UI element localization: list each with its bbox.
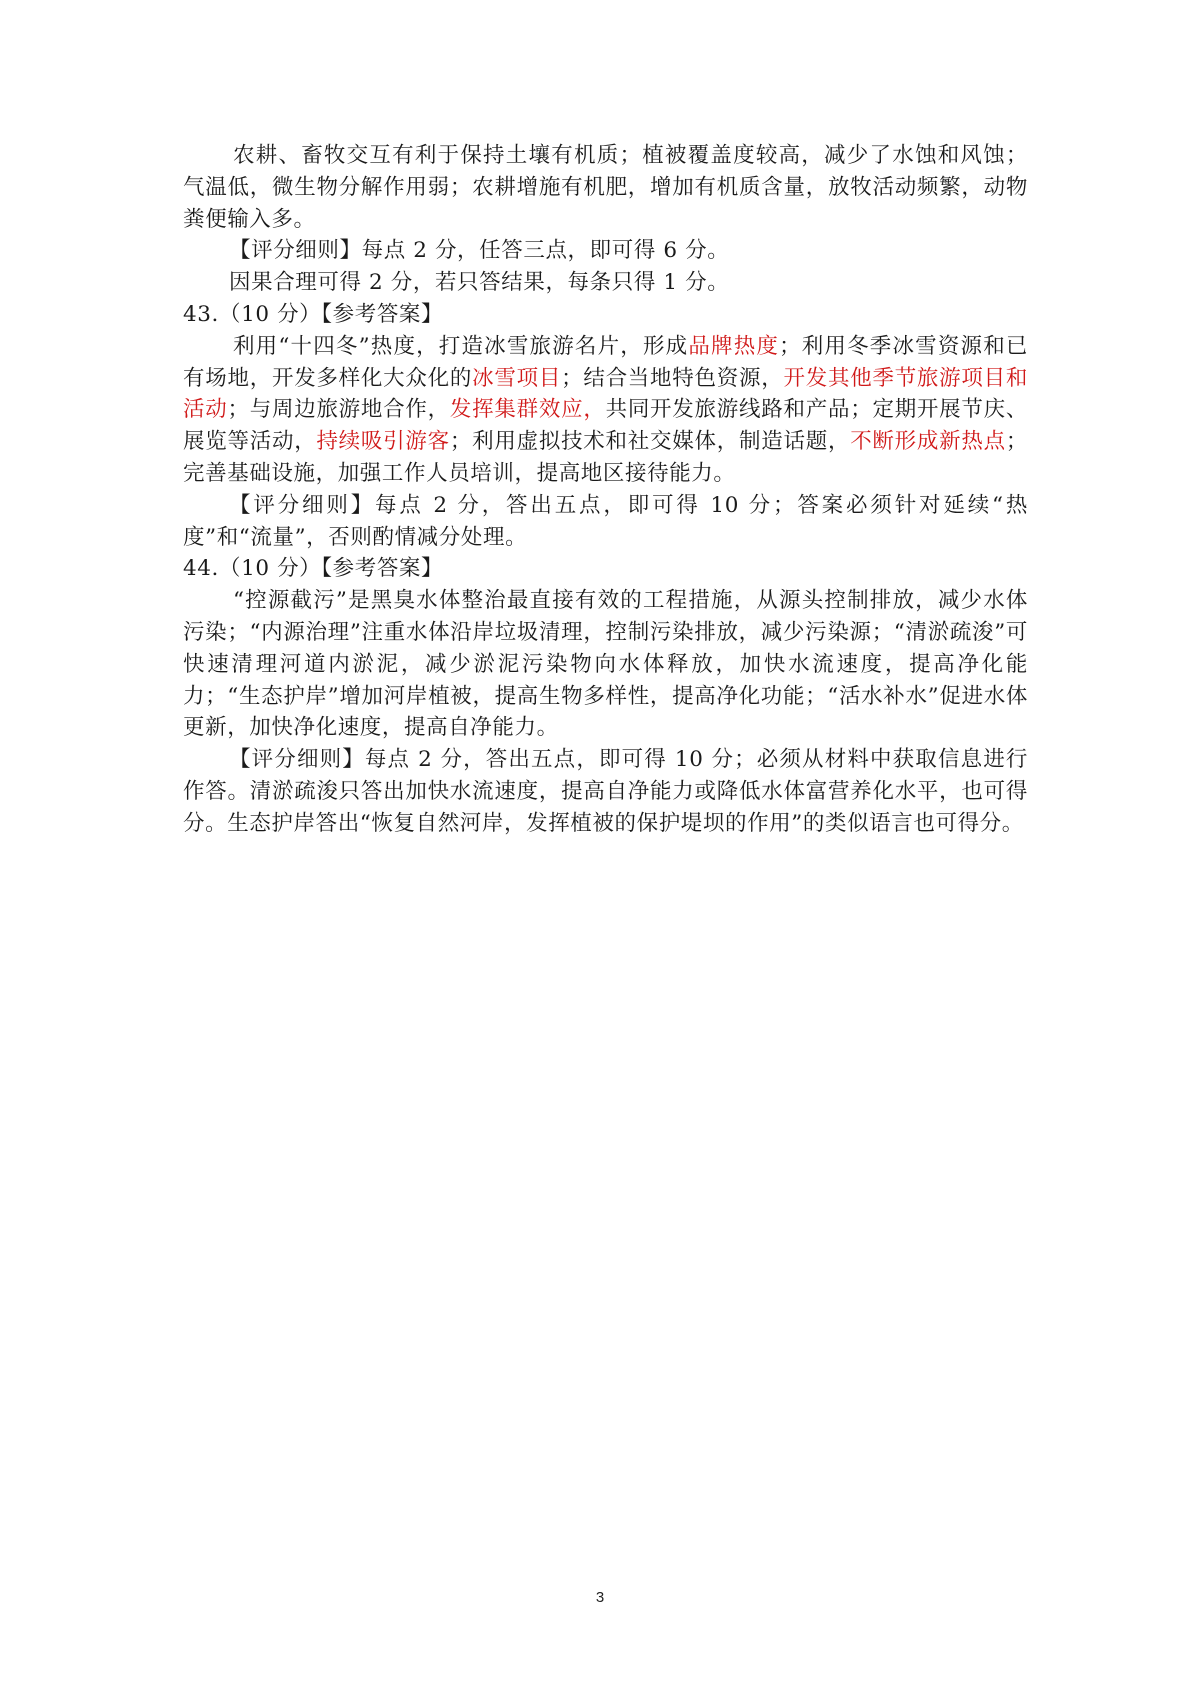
- q43-key-point: 品牌热度: [688, 333, 780, 359]
- q43-seg: ；利用冬季冰雪资源和已有场地，开发多样化大众化的: [183, 333, 1028, 391]
- q43-key-point: 持续吸引游客: [316, 429, 450, 455]
- q44-scoring-rule: 【评分细则】每点 2 分，答出五点，即可得 10 分；必须从材料中获取信息进行作答。清淤疏浚只答出加快水流速度，提高自净能力或降低水体富营养化水平，也可得分。生态护岸答出“恢复自然河岸，发挥植被的保护堤坝的作用”的类似语言也可得分。: [183, 747, 1028, 836]
- q43-seg: ；利用虚拟技术和社交媒体，制造话题，: [449, 429, 851, 455]
- q44-answer: “控源截污”是黑臭水体整治最直接有效的工程措施，从源头控制排放，减少水体污染；“内源治理”注重水体沿岸垃圾清理，控制污染排放，减少污染源；“清淤疏浚”可快速清理河道内淤泥，减少淤泥污染物向水体释放，加快水流速度，提高净化能力；“生态护岸”增加河岸植被，提高生物多样性，提高净化功能；“活水补水”促进水体更新，加快净化速度，提高自净能力。: [183, 588, 1028, 741]
- q43-key-point: 发挥集群效应，: [449, 397, 606, 423]
- q42-answer: 农耕、畜牧交互有利于保持土壤有机质；植被覆盖度较高，减少了水蚀和风蚀；气温低，微生物分解作用弱；农耕增施有机肥，增加有机质含量，放牧活动频繁，动物粪便输入多。: [183, 143, 1028, 232]
- q42-scoring-rule: 【评分细则】每点 2 分，任答三点，即可得 6 分。: [229, 238, 730, 264]
- q43-key-point: 不断形成新热点: [850, 429, 1006, 455]
- q43-key-point: 开发其他季节旅游项目和活动: [183, 365, 1028, 423]
- q43-seg: ；完善基础设施，加强工作人员培训，提高地区接待能力。: [183, 429, 1028, 486]
- q42-scoring-note: 因果合理可得 2 分，若只答结果，每条只得 1 分。: [229, 270, 730, 296]
- page-number: 3: [595, 1589, 605, 1606]
- q43-seg: 共同开发旅游线路和产品；定期开展节庆、展览等活动，: [183, 397, 1028, 455]
- q43-heading: 43.（10 分）【参考答案】: [183, 301, 444, 327]
- q43-scoring-rule: 【评分细则】每点 2 分，答出五点，即可得 10 分；答案必须针对延续“热度”和“流量”，否则酌情减分处理。: [183, 492, 1028, 550]
- q43-seg: 利用“十四冬”热度，打造冰雪旅游名片，形成: [233, 333, 689, 359]
- q43-answer: [183, 331, 1028, 490]
- q43-key-point: 冰雪项目: [472, 365, 562, 391]
- q43-seg: ；结合当地特色资源，: [561, 365, 784, 391]
- document-body: [183, 140, 1028, 840]
- q44-heading: 44.（10 分）【参考答案】: [183, 556, 444, 582]
- q43-seg: ；与周边旅游地合作，: [227, 397, 450, 423]
